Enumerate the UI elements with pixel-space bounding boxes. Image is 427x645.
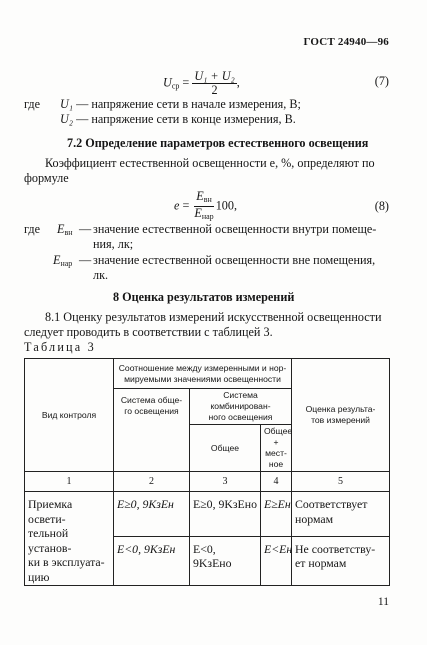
where-8-dash: — bbox=[79, 222, 92, 236]
header-common-plus-local: Общее + мест- ное bbox=[261, 425, 292, 472]
where-8-sym: $E_{нар}$ bbox=[53, 253, 73, 268]
formula-7-tail: , bbox=[236, 75, 240, 90]
section-7-2-title: 7.2 Определение параметров естественного освещения bbox=[67, 136, 369, 150]
column-number: 4 bbox=[261, 472, 292, 492]
formula-8-number: (8) bbox=[374, 199, 389, 213]
formula-7-denominator: 2 bbox=[211, 83, 218, 97]
where-7-dash: — bbox=[76, 97, 89, 111]
where-8-word: где bbox=[24, 222, 41, 236]
header-combined-lighting: Система комбинирован- ного освещения bbox=[190, 389, 292, 425]
formula-7-lhs: U bbox=[163, 75, 172, 90]
where-7-word: где bbox=[24, 97, 41, 111]
paragraph-7-2-line: Коэффициент естественной освещенности e, %, определяют по bbox=[45, 156, 375, 170]
table-cell: E<0, 9KзEно bbox=[190, 536, 261, 585]
formula-8 bbox=[174, 190, 237, 223]
page-number: 11 bbox=[377, 596, 389, 608]
formula-8-numerator: $E_{вн}$ bbox=[194, 190, 214, 207]
where-8-text: лк. bbox=[93, 268, 109, 282]
formula-8-denominator: $E_{нар}$ bbox=[194, 206, 214, 221]
table-caption: Таблица 3 bbox=[24, 340, 96, 354]
document-header: ГОСТ 24940—96 bbox=[303, 36, 389, 48]
table-cell: E<0, 9KзEн bbox=[114, 536, 190, 585]
column-number: 2 bbox=[114, 472, 190, 492]
formula-7-eq: = bbox=[182, 75, 190, 90]
formula-8-eq: = bbox=[182, 198, 190, 213]
table-cell: E≥0, 9KзEно bbox=[190, 492, 261, 537]
header-result: Оценка результа- тов измерений bbox=[292, 359, 390, 472]
control-type-cell: Приемка освети- тельной установ- ки в эксплуата- цию bbox=[25, 492, 114, 586]
where-7-dash: — bbox=[76, 112, 89, 126]
formula-8-lhs: e bbox=[174, 198, 180, 213]
column-number: 3 bbox=[190, 472, 261, 492]
formula-7-fraction bbox=[192, 70, 236, 97]
formula-8-tail: 100, bbox=[215, 198, 238, 213]
table-cell: E<Eн bbox=[261, 536, 292, 585]
formula-7-numerator: U₁ + U₂ bbox=[194, 69, 235, 83]
formula-7 bbox=[163, 70, 240, 97]
result-cell: Не соответству- ет нормам bbox=[292, 536, 390, 585]
header-common: Общее bbox=[190, 425, 261, 472]
table-cell: E≥0, 9KзEн bbox=[114, 492, 190, 537]
where-8-dash: — bbox=[79, 253, 92, 267]
header-control-type: Вид контроля bbox=[25, 359, 114, 472]
formula-7-lhs-sub: ср bbox=[171, 81, 180, 91]
header-ratio: Соотношение между измеренными и нор- мируемыми значениями освещенности bbox=[114, 359, 292, 389]
paragraph-8-1-line: 8.1 Оценку результатов измерений искусственной освещенности bbox=[45, 310, 382, 324]
result-cell: Соответствует нормам bbox=[292, 492, 390, 537]
column-number: 5 bbox=[292, 472, 390, 492]
where-7-item bbox=[60, 97, 301, 112]
paragraph-7-2-line: формуле bbox=[24, 171, 69, 185]
where-7-sym: U₁ bbox=[60, 97, 74, 111]
formula-7-number: (7) bbox=[374, 74, 389, 88]
where-8-text: ния, лк; bbox=[93, 237, 134, 251]
table-3 bbox=[24, 358, 390, 586]
where-8-text: значение естественной освещенности внутри помеще- bbox=[93, 222, 377, 236]
column-number: 1 bbox=[25, 472, 114, 492]
where-7-text: напряжение сети в начале измерения, В; bbox=[91, 97, 301, 111]
where-8-sym: $E_{вн}$ bbox=[57, 222, 73, 237]
where-8-text: значение естественной освещенности вне помещения, bbox=[93, 253, 376, 267]
header-general-lighting: Система обще- го освещения bbox=[114, 389, 190, 472]
where-7-sym: U₂ bbox=[60, 112, 74, 126]
paragraph-8-1-line: следует проводить в соответствии с таблицей 3. bbox=[24, 325, 273, 339]
where-7-item bbox=[60, 112, 296, 127]
table-cell: E≥Eн bbox=[261, 492, 292, 537]
section-8-title: 8 Оценка результатов измерений bbox=[113, 290, 295, 304]
formula-8-fraction bbox=[192, 190, 215, 223]
where-7-text: напряжение сети в конце измерения, В. bbox=[91, 112, 296, 126]
